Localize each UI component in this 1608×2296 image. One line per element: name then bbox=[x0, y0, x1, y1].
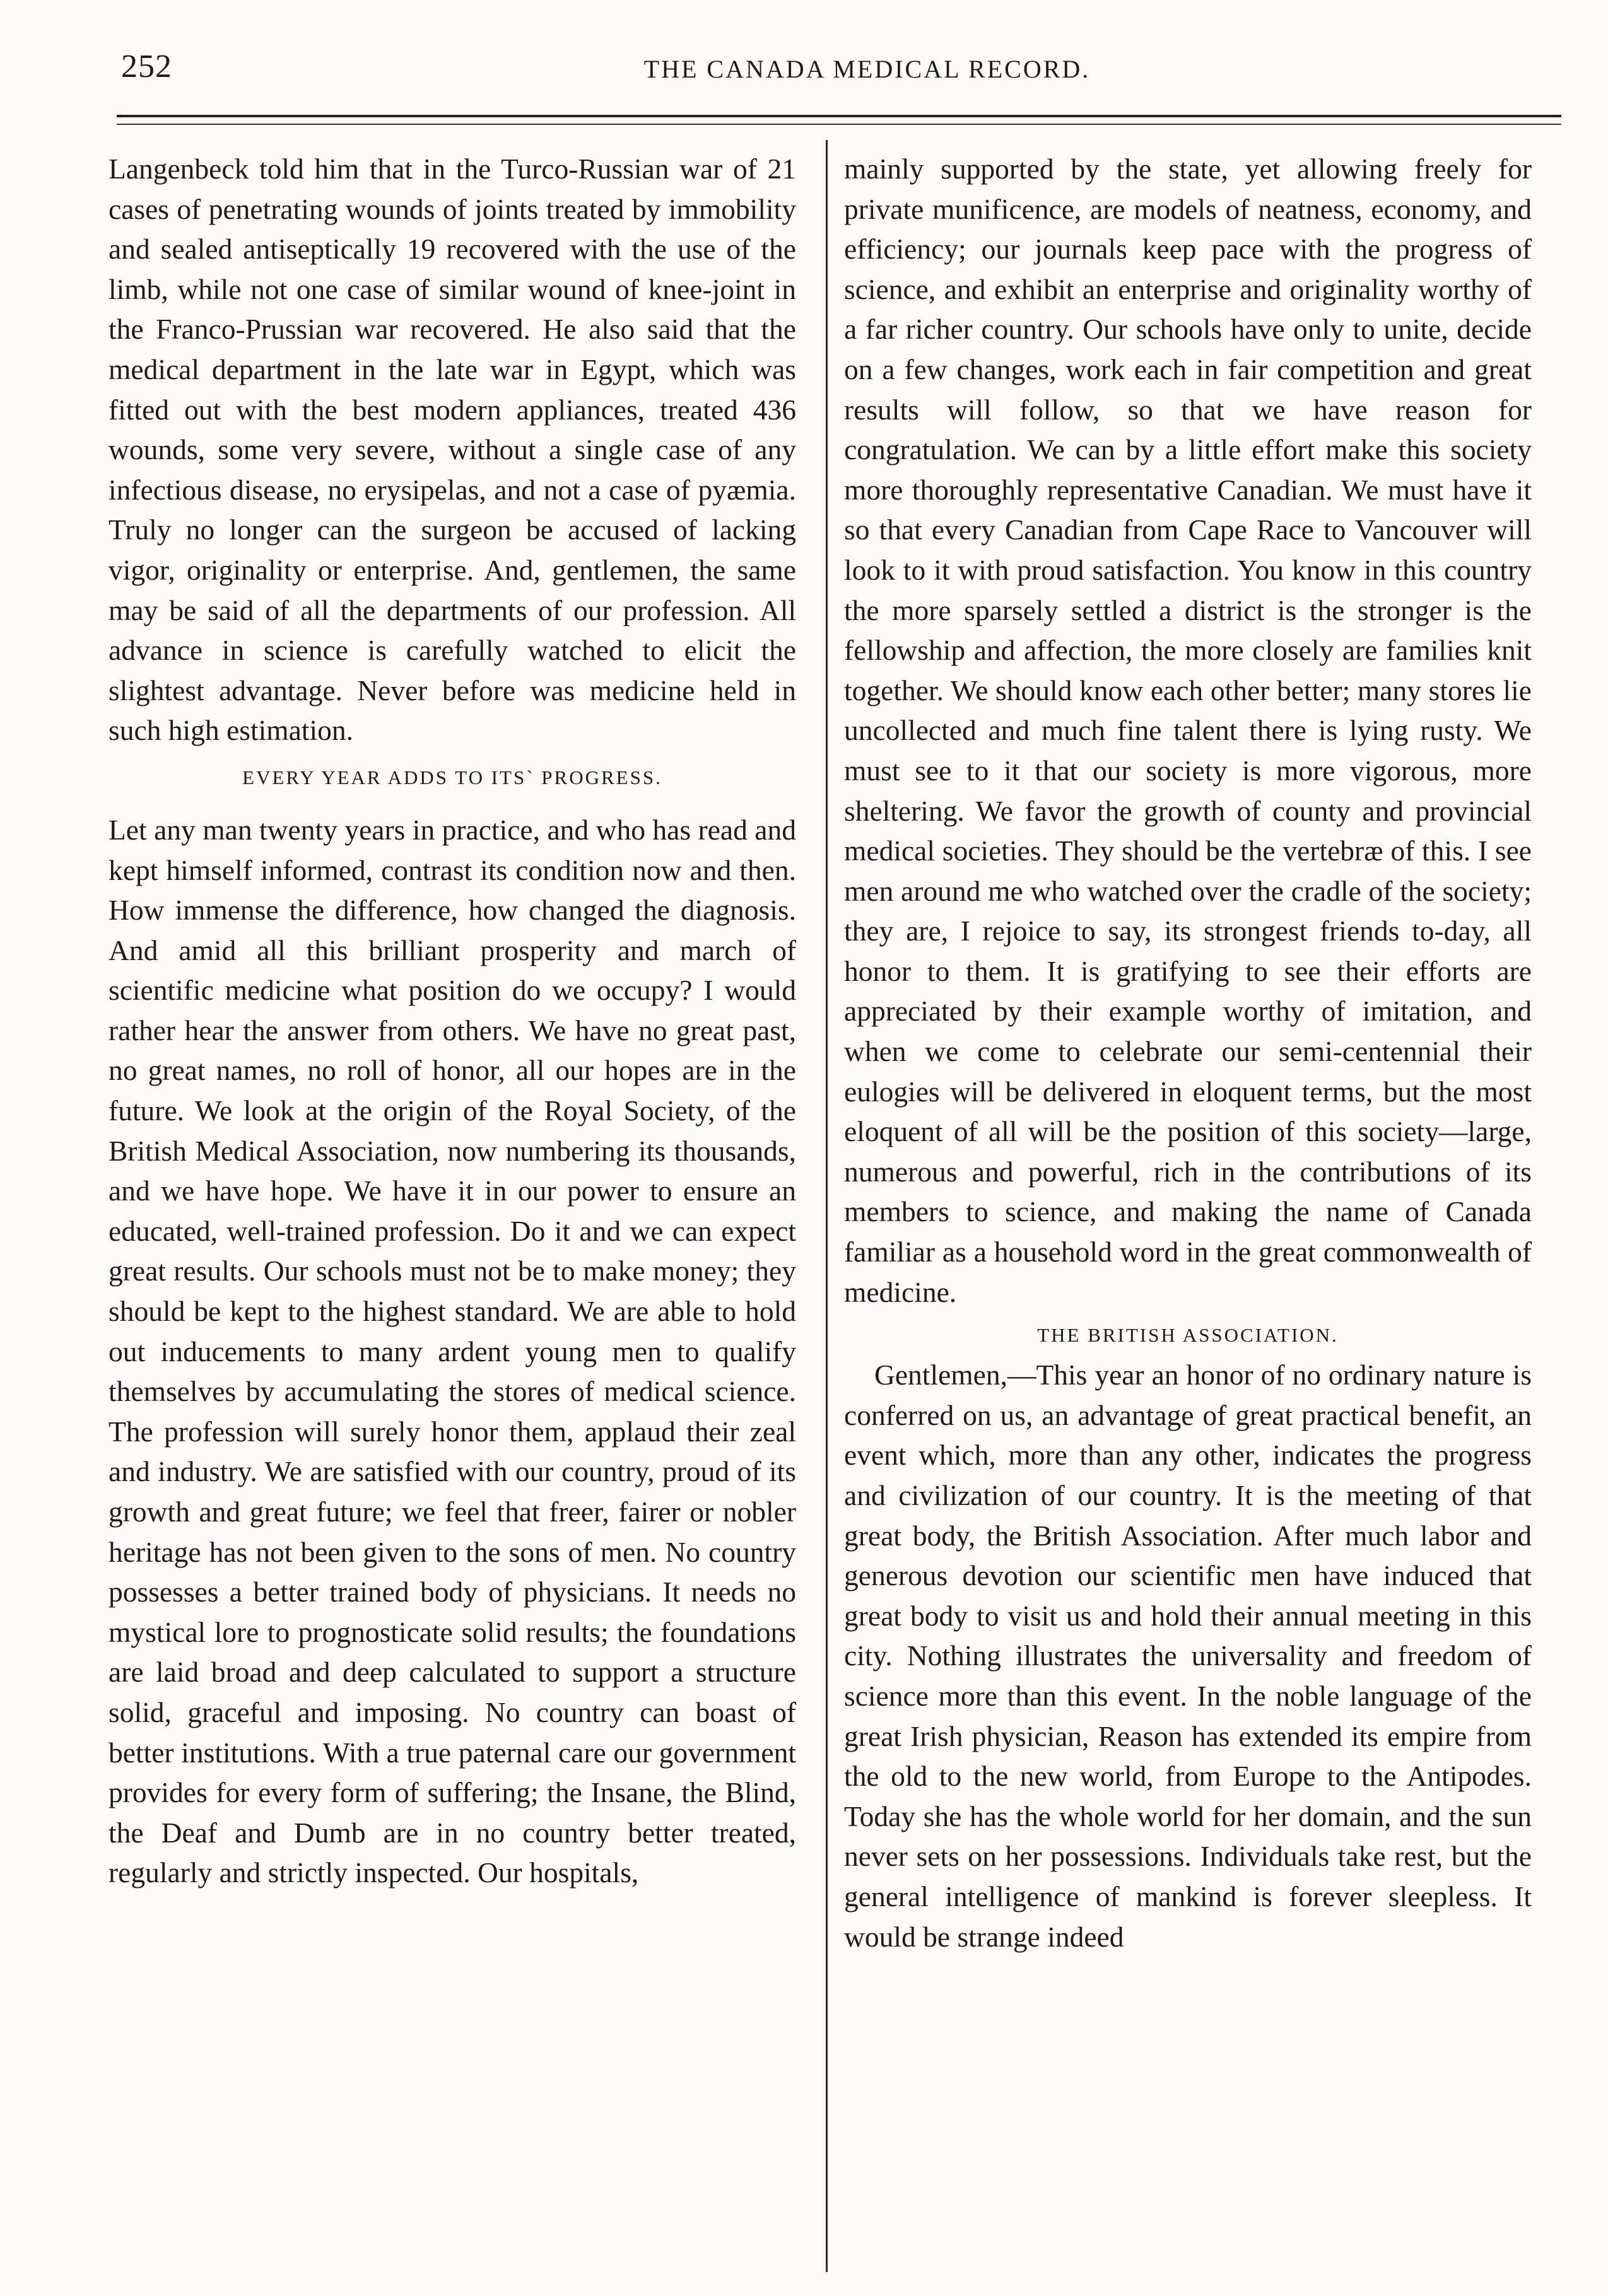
running-title: THE CANADA MEDICAL RECORD. bbox=[643, 55, 1091, 83]
right-paragraph-1: mainly supported by the state, yet allowing freely for private munificence, are models of neatness, economy, and efficiency; our journals keep pace with the progress of science, and exhibit an enterprise and originality worthy of a far richer country. Our schools have only to unite, decide on a few changes, work each in fair competition and great results will follow, so that we have reason for congratulation. We can by a little effort make this society more thoroughly representative Canadian. We must have it so that every Canadian from Cape Race to Vancouver will look to it with proud satisfaction. You know in this country the more sparsely settled a district is the stronger is the fellowship and affection, the more closely are families knit together. We should know each other better; many stores lie uncollected and much fine talent there is lying rusty. We must see to it that our society is more vigorous, more sheltering. We favor the growth of county and provincial medical societies. They should be the vertebræ of this. I see men around me who watched over the cradle of the society; they are, I rejoice to say, its strongest friends to-day, all honor to them. It is gratifying to see their efforts are appreciated by their example worthy of imitation, and when we come to celebrate our semi-centennial their eulogies will be delivered in eloquent terms, but the most eloquent of all will be the position of this society—large, numerous and powerful, rich in the contributions of its members to science, and making the name of Canada familiar as a household word in the great commonwealth of medicine. bbox=[844, 153, 1532, 1308]
header-rule-thick bbox=[117, 115, 1561, 117]
section-heading-british-association: THE BRITISH ASSOCIATION. bbox=[1037, 1324, 1339, 1347]
section-heading-progress: EVERY YEAR ADDS TO ITS` PROGRESS. bbox=[242, 766, 662, 788]
header-rule-thin bbox=[117, 124, 1561, 125]
left-column bbox=[109, 149, 796, 1893]
left-paragraph-2: Let any man twenty years in practice, and who has read and kept himself informed, contrast its condition now and then. How immense the difference, how changed the diagnosis. And amid all this brilliant prosperity and march of scientific medicine what position do we occupy? I would rather hear the answer from others. We have no great past, no great names, no roll of honor, all our hopes are in the future. We look at the origin of the Royal Society, of the British Medical Association, now numbering its thousands, and we have hope. We have it in our power to ensure an educated, well-trained profession. Do it and we can expect great results. Our schools must not be to make money; they should be kept to the highest standard. We are able to hold out inducements to many ardent young men to qualify themselves by accumulating the stores of medical science. The profession will surely honor them, applaud their zeal and industry. We are satisfied with our country, proud of its growth and great future; we feel that freer, fairer or nobler heritage has not been given to the sons of men. No country possesses a better trained body of physicians. It needs no mystical lore to prognosticate solid results; the foundations are laid broad and deep calculated to support a structure solid, graceful and imposing. No country can boast of better institutions. With a true paternal care our government provides for every form of suffering; the Insane, the Blind, the Deaf and Dumb are in no country better treated, regularly and strictly inspected. Our hospitals, bbox=[109, 813, 796, 1889]
column-divider bbox=[826, 140, 828, 2272]
left-paragraph-1: Langenbeck told him that in the Turco-Russian war of 21 cases of penetrating wounds of joints treated by immobility and sealed antiseptically 19 recovered with the use of the limb, while not one case of similar wound of knee-joint in the Franco-Prussian war recovered. He also said that the medical department in the late war in Egypt, which was fitted out with the best modern appliances, treated 436 wounds, some very severe, without a single case of any infectious disease, no erysipelas, and not a case of pyæmia. Truly no longer can the surgeon be accused of lacking vigor, originality or enterprise. And, gentlemen, the same may be said of all the departments of our profession. All advance in science is carefully watched to elicit the slightest advantage. Never before was medicine held in such high estimation. bbox=[109, 153, 796, 747]
page-number: 252 bbox=[121, 49, 172, 85]
right-column bbox=[844, 149, 1532, 1957]
right-paragraph-2: Gentlemen,—This year an honor of no ordinary nature is conferred on us, an advantage of great practical benefit, an event which, more than any other, indicates the progress and civilization of our country. It is the meeting of that great body, the British Association. After much labor and generous devotion our scientific men have induced that great body to visit us and hold their annual meeting in this city. Nothing illustrates the universality and freedom of science more than this event. In the noble language of the great Irish physician, Reason has extended its empire from the old to the new world, from Europe to the Antipodes. Today she has the whole world for her domain, and the sun never sets on her possessions. Individuals take rest, but the general intelligence of mankind is forever sleepless. It would be strange indeed bbox=[844, 1359, 1532, 1953]
